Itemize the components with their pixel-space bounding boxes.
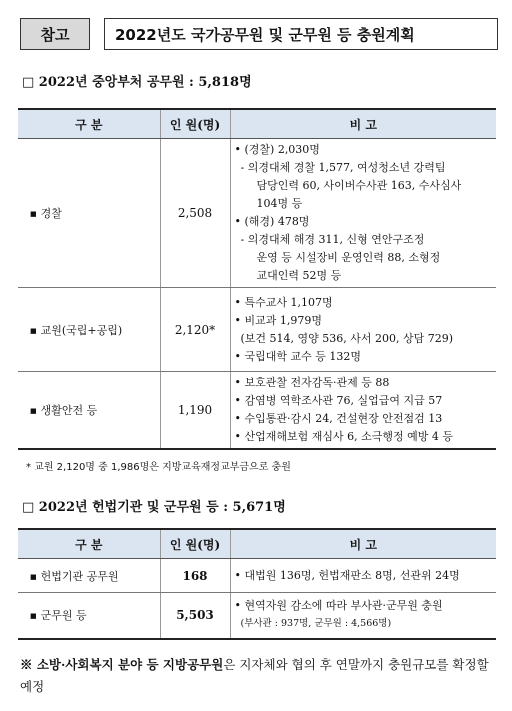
row-count: 2,508	[160, 139, 230, 288]
table-header-row	[18, 529, 496, 559]
note-line: • 특수교사 1,107명	[234, 295, 333, 309]
section2-table	[18, 528, 496, 640]
category-label: 경찰	[40, 207, 62, 220]
note-line: • 보호관찰 전자감독·관제 등 88	[234, 376, 390, 389]
bullet-square-icon: ■	[30, 612, 37, 621]
note-line: (부사관 : 937명, 군무원 : 4,566명)	[240, 618, 392, 630]
table-header-row	[18, 109, 496, 139]
table-row	[18, 559, 496, 593]
note-line: • 대법원 136명, 헌법재판소 8명, 선관위 24명	[234, 568, 460, 582]
note-line: • (해경) 478명	[234, 215, 310, 228]
column-header-count: 인 원(명)	[160, 109, 230, 139]
note-line: • 감염병 역학조사관 76, 실업급여 지급 57	[234, 394, 443, 407]
column-header-category: 구 분	[18, 109, 160, 139]
bullet-square-icon: ■	[30, 326, 37, 335]
row-count: 5,503	[160, 593, 230, 639]
bullet-square-icon: ■	[30, 572, 37, 581]
category-label: 교원(국립+공립)	[40, 323, 123, 337]
bullet-square-icon: ■	[30, 407, 37, 415]
table-row	[18, 372, 496, 450]
category-label: 헌법기관 공무원	[40, 569, 119, 583]
note-line: • 수입통관·감시 24, 건설현장 안전점검 13	[234, 412, 443, 425]
note-line: • (경찰) 2,030명	[234, 143, 320, 156]
row-category	[18, 593, 160, 639]
row-count: 168	[160, 559, 230, 593]
note-line: 104명 등	[256, 197, 303, 210]
reference-tag: 참고	[20, 18, 90, 50]
row-notes	[230, 288, 496, 372]
category-label: 군무원 등	[40, 609, 87, 623]
section2-heading: □ 2022년 헌법기관 및 군무원 등 : 5,671명	[22, 500, 286, 515]
note-line: • 산업재해보험 재심사 6, 소극행정 예방 4 등	[234, 430, 453, 443]
row-notes	[230, 593, 496, 639]
note-line: 교대인력 52명 등	[256, 269, 342, 282]
row-category	[18, 372, 160, 450]
row-category	[18, 139, 160, 288]
note-line: 운영 등 시설장비 운영인력 88, 소형정	[256, 251, 441, 264]
closing-note	[20, 654, 500, 698]
note-line: - 의경대체 해경 311, 신형 연안구조정	[240, 233, 425, 246]
note-line: - 의경대체 경찰 1,577, 여성청소년 강력팀	[240, 161, 446, 174]
row-notes	[230, 372, 496, 450]
section1-table	[18, 108, 496, 450]
bullet-square-icon: ■	[30, 210, 37, 218]
note-line: • 비교과 1,979명	[234, 313, 322, 327]
closing-lead: ※ 소방·사회복지 분야 등 지방공무원	[20, 657, 224, 672]
column-header-count: 인 원(명)	[160, 529, 230, 559]
table-row	[18, 288, 496, 372]
column-header-notes: 비 고	[230, 109, 496, 139]
row-notes	[230, 139, 496, 288]
row-count: 2,120*	[160, 288, 230, 372]
table-row	[18, 593, 496, 639]
document-title: 2022년도 국가공무원 및 군무원 등 충원계획	[104, 18, 498, 50]
note-line: 담당인력 60, 사이버수사관 163, 수사심사	[256, 179, 462, 192]
document-header	[20, 18, 498, 52]
row-count: 1,190	[160, 372, 230, 450]
row-category	[18, 288, 160, 372]
row-category	[18, 559, 160, 593]
footnote: * 교원 2,120명 중 1,986명은 지방교육재정교부금으로 충원	[26, 462, 291, 473]
category-label: 생활안전 등	[40, 404, 98, 417]
note-line: • 현역자원 감소에 따라 부사관·군무원 충원	[234, 599, 443, 613]
note-line: • 국립대학 교수 등 132명	[234, 349, 361, 363]
section1-heading: □ 2022년 중앙부처 공무원 : 5,818명	[22, 75, 252, 90]
column-header-category: 구 분	[18, 529, 160, 559]
note-line: (보건 514, 영양 536, 사서 200, 상담 729)	[240, 331, 454, 345]
row-notes	[230, 559, 496, 593]
closing-rest: 은 지자체와 협의 후 연말까지 충원규모를 확정할 예정	[20, 657, 489, 694]
table-row	[18, 139, 496, 288]
column-header-notes: 비 고	[230, 529, 496, 559]
